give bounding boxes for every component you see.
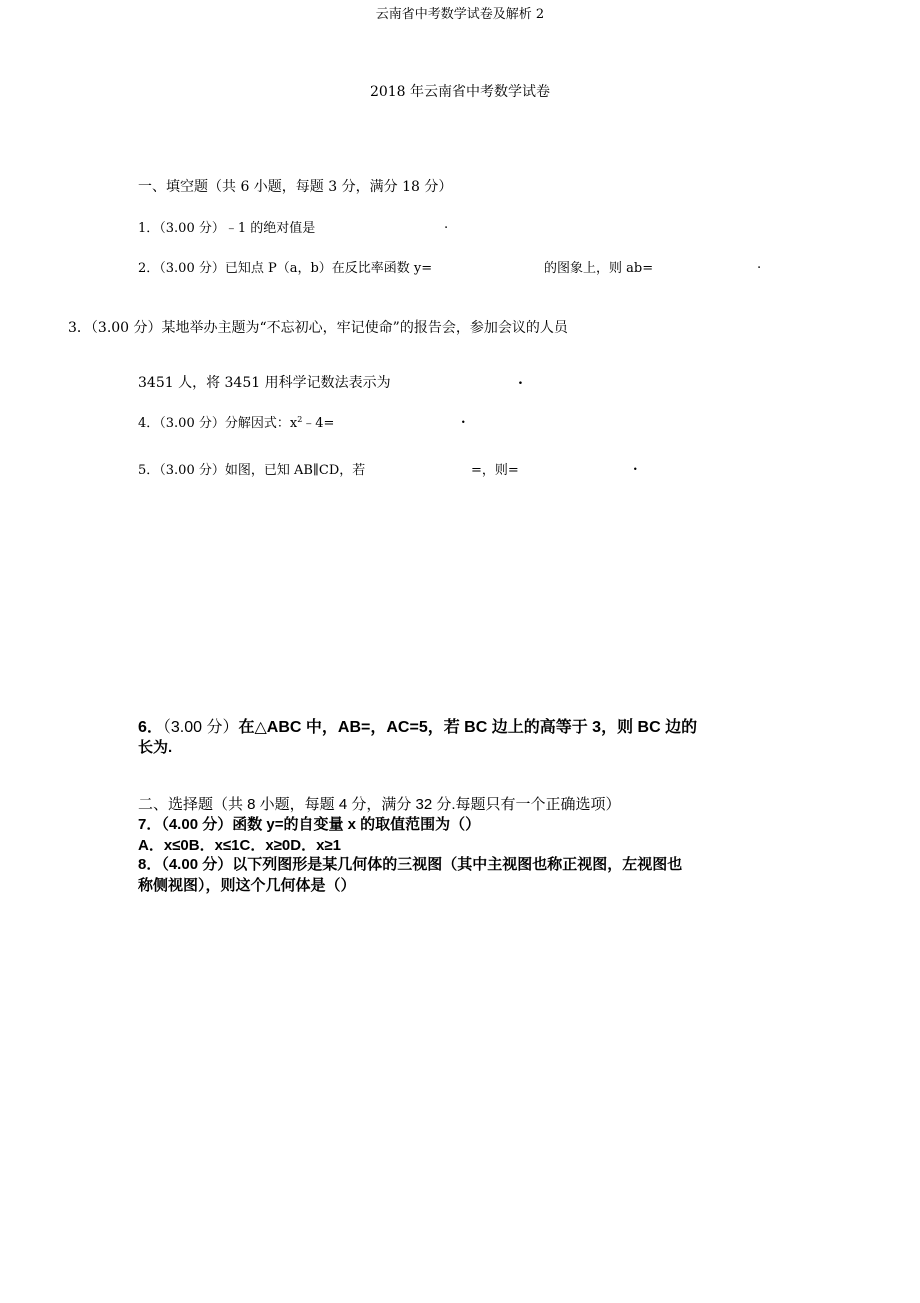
question-3-text: 3451 人，将 3451 用科学记数法表示为 — [138, 375, 391, 391]
answer-blank-end: . — [757, 257, 762, 272]
document-header: 云南省中考数学试卷及解析 2 — [375, 7, 545, 22]
question-8-line-1: 8．（4.00 分）以下列图形是某几何体的三视图（其中主视图也称正视图，左视图也 — [138, 856, 683, 873]
exam-title: 2018 年云南省中考数学试卷 — [369, 84, 551, 100]
question-4-text: 4．（3.00 分）分解因式：x — [138, 416, 298, 431]
question-2 — [138, 257, 762, 276]
question-6-text: 在△ABC 中，AB=，AC=5，若 BC 边上的高等于 3，则 BC 边的 — [238, 719, 698, 736]
section-2-heading: 二、选择题（共 8 小题，每题 4 分，满分 32 分.每题只有一个正确选项） — [138, 796, 621, 813]
question-5-text-continued: =，则= — [471, 463, 519, 478]
question-4 — [138, 412, 466, 431]
question-6-score: （3.00 分） — [162, 719, 239, 736]
section-1-heading: 一、填空题（共 6 小题，每题 3 分，满分 18 分） — [138, 179, 453, 195]
question-6-line-2: 长为. — [138, 739, 173, 756]
question-3-line-2 — [138, 372, 523, 392]
question-8-line-2: 称侧视图），则这个几何体是（） — [138, 877, 356, 894]
answer-blank-end: . — [518, 372, 523, 388]
answer-blank-end: . — [444, 217, 449, 232]
question-2-text-continued: 的图象上，则 ab= — [544, 261, 654, 276]
question-5-text: 5．（3.00 分）如图，已知 AB∥CD，若 — [138, 463, 366, 478]
question-3-line-1: 3．（3.00 分）某地举办主题为“不忘初心，牢记使命”的报告会，参加会议的人员 — [68, 320, 568, 336]
answer-blank-end: . — [633, 459, 638, 474]
question-1-text: 1．（3.00 分）﹣1 的绝对值是 — [138, 221, 316, 236]
question-4-text-after: ﹣4= — [302, 416, 335, 431]
question-7: 7．（4.00 分）函数 y=的自变量 x 的取值范围为（） — [138, 816, 481, 833]
question-7-options: A．x≤0B．x≤1C．x≥0D．x≥1 — [138, 837, 341, 854]
answer-blank-end: . — [461, 412, 466, 427]
question-1 — [138, 217, 449, 236]
question-2-text: 2．（3.00 分）已知点 P（a，b）在反比率函数 y= — [138, 261, 433, 276]
question-6-number: 6． — [138, 719, 163, 736]
question-6-line-1 — [138, 714, 697, 737]
question-5 — [138, 459, 638, 478]
exponent: 2 — [297, 415, 303, 424]
